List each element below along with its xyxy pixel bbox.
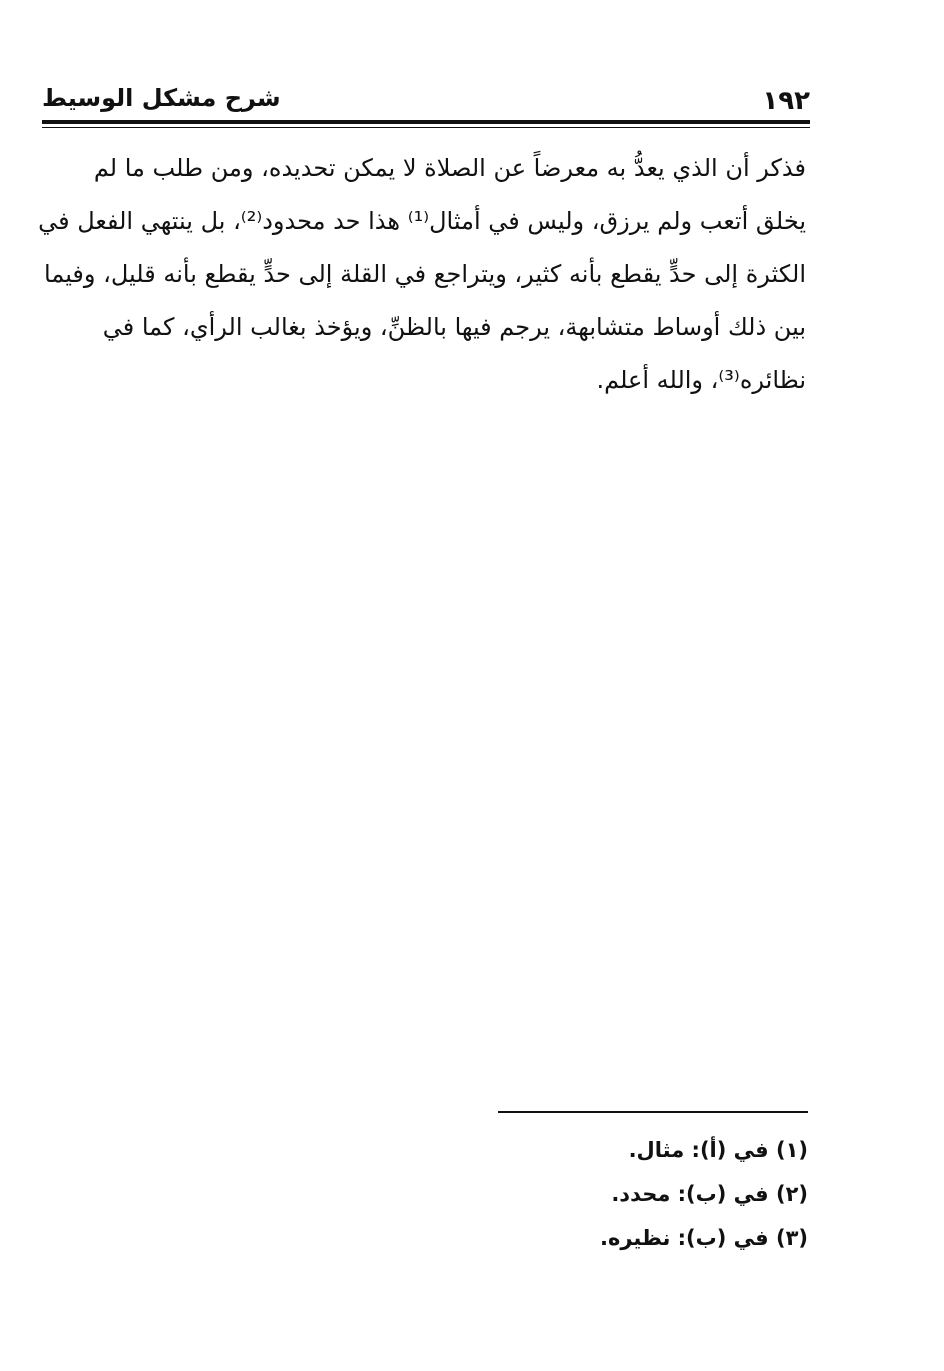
book-title: شرح مشكل الوسيط: [42, 84, 281, 112]
footnote-2: (٢) في (ب): محدد.: [611, 1182, 808, 1206]
header-rule-thin: [42, 127, 810, 128]
footnote-1: (١) في (أ): مثال.: [628, 1138, 808, 1162]
footnote-separator: [498, 1111, 808, 1113]
running-header: [42, 82, 810, 116]
footnote-3: (٣) في (ب): نظيره.: [599, 1226, 808, 1250]
body-line: بين ذلك أوساط متشابهة، يرجم فيها بالظنِّ، ويؤخذ بغالب الرأي، كما في: [102, 313, 806, 341]
body-line: فذكر أن الذي يعدُّ به معرضاً عن الصلاة لا يمكن تحديده، ومن طلب ما لم: [93, 154, 806, 182]
body-line: يخلق أتعب ولم يرزق، وليس في أمثال⁽¹⁾ هذا حد محدود⁽²⁾، بل ينتهي الفعل في: [38, 207, 806, 235]
header-rule-thick: [42, 120, 810, 124]
body-line: الكثرة إلى حدٍّ يقطع بأنه كثير، ويتراجع في القلة إلى حدٍّ يقطع بأنه قليل، وفيما: [44, 260, 806, 288]
footnotes: [600, 1128, 808, 1260]
page-number: ١٩٢: [762, 86, 810, 116]
body-paragraph: [38, 142, 806, 407]
body-line: نظائره⁽³⁾، والله أعلم.: [596, 366, 806, 394]
